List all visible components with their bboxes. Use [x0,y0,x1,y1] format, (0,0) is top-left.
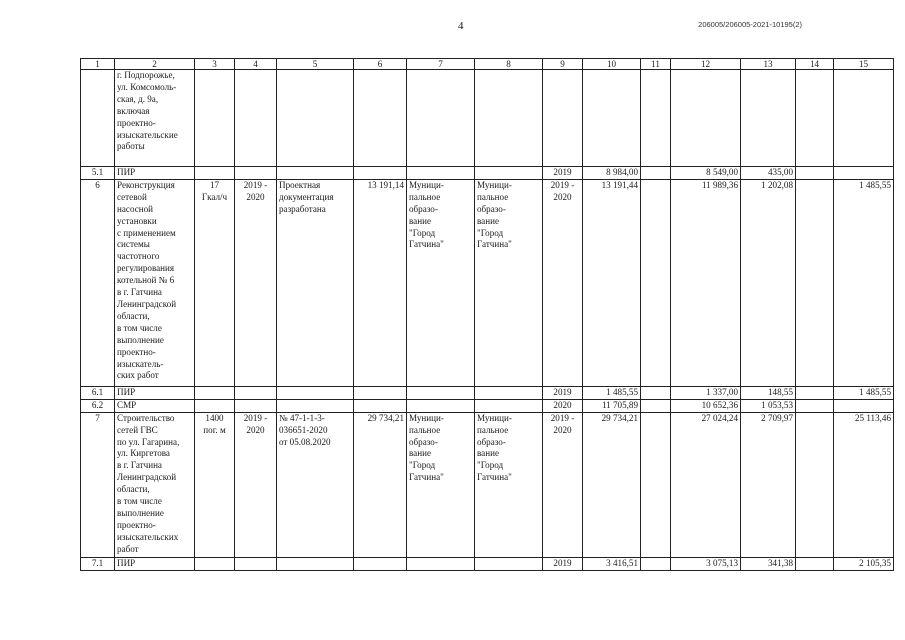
table-cell [641,557,671,570]
table-cell: 5.1 [81,167,115,180]
column-header: 7 [407,59,475,70]
table-cell: 341,38 [741,557,796,570]
table-cell [641,70,671,167]
table-cell: 1 337,00 [671,386,741,399]
table-cell: Муници- пальное образо- вание "Город Гатчина" [407,412,475,557]
column-header: 11 [641,59,671,70]
table-cell [354,167,407,180]
column-header: 5 [277,59,354,70]
table-cell [277,386,354,399]
table-cell: 3 416,51 [583,557,641,570]
table-cell: 13 191,14 [354,179,407,386]
column-header: 15 [834,59,894,70]
table-cell: Муници- пальное образо- вание "Город Гатчина" [407,179,475,386]
table-cell [796,557,834,570]
table-cell [195,70,235,167]
table-cell: СМР [115,399,195,412]
table-cell: 2019 - 2020 [543,179,583,386]
column-header: 12 [671,59,741,70]
table-cell: 2019 [543,167,583,180]
table-cell [235,167,277,180]
table-cell: 2 105,35 [834,557,894,570]
table-cell [834,399,894,412]
column-header: 4 [235,59,277,70]
table-cell [834,70,894,167]
table-cell [583,70,641,167]
table-row [81,399,894,412]
table-row [81,412,894,557]
table-cell: 25 113,46 [834,412,894,557]
table-cell: 29 734,21 [354,412,407,557]
table-cell [235,557,277,570]
table-cell [671,70,741,167]
table-cell [407,70,475,167]
table-cell [235,399,277,412]
table-cell: 7.1 [81,557,115,570]
table-row [81,179,894,386]
table-cell [475,399,543,412]
data-table [80,58,894,571]
table-cell: 148,55 [741,386,796,399]
column-header: 1 [81,59,115,70]
table-cell: 1 202,08 [741,179,796,386]
table-cell [354,557,407,570]
table-cell: 10 652,36 [671,399,741,412]
table-cell: 6.2 [81,399,115,412]
table-cell: Строительство сетей ГВС по ул. Гагарина, ул. Киргетова в г. Гатчина Ленинградской области, в том числе выполнение проектно- изыскательских работ [115,412,195,557]
table-cell: 2 709,97 [741,412,796,557]
table-cell [277,70,354,167]
table-cell [277,557,354,570]
table-cell [235,70,277,167]
table-cell: 11 989,36 [671,179,741,386]
table-cell: г. Подпорожье, ул. Комсомоль- ская, д. 9а, включая проектно- изыскательские работы [115,70,195,167]
table-cell: 13 191,44 [583,179,641,386]
column-header: 13 [741,59,796,70]
table-cell [641,412,671,557]
table-cell [475,167,543,180]
table-cell [407,167,475,180]
table-cell [641,167,671,180]
table-cell [354,399,407,412]
table-row [81,557,894,570]
table-cell: 435,00 [741,167,796,180]
document-id: 206005/206005-2021-10195(2) [698,20,802,29]
table-cell: 8 549,00 [671,167,741,180]
table-cell [796,399,834,412]
table-cell [407,557,475,570]
table-cell: 2020 [543,399,583,412]
table-cell [277,167,354,180]
table-cell: № 47-1-1-3- 036651-2020 от 05.08.2020 [277,412,354,557]
table-cell: 1 053,53 [741,399,796,412]
table-cell [641,399,671,412]
column-header: 6 [354,59,407,70]
table-cell: 1 485,55 [834,386,894,399]
table-cell [354,386,407,399]
table-cell: 2019 - 2020 [235,179,277,386]
table-cell: 2019 [543,386,583,399]
header-row [81,59,894,70]
table-cell [796,386,834,399]
table-cell [796,167,834,180]
table-cell: 2019 - 2020 [235,412,277,557]
table-cell: Муници- пальное образо- вание "Город Гатчина" [475,412,543,557]
table-cell: 17 Гкал/ч [195,179,235,386]
table-cell [195,167,235,180]
table-cell [407,386,475,399]
table-cell: 6 [81,179,115,386]
table-cell: 1400 пог. м [195,412,235,557]
table-cell [796,179,834,386]
table-cell: 8 984,00 [583,167,641,180]
table-cell [407,399,475,412]
page-number: 4 [458,20,464,32]
table-cell: ПИР [115,167,195,180]
table-cell [277,399,354,412]
table-cell: 1 485,55 [583,386,641,399]
table-cell: ПИР [115,557,195,570]
table-cell [475,70,543,167]
table-row [81,167,894,180]
table-cell [796,70,834,167]
column-header: 9 [543,59,583,70]
table-cell [475,557,543,570]
table-cell [195,399,235,412]
table-cell [354,70,407,167]
column-header: 10 [583,59,641,70]
table-cell: 11 705,89 [583,399,641,412]
table-cell: 2019 - 2020 [543,412,583,557]
table-cell [834,167,894,180]
table-cell: Проектная документация разработана [277,179,354,386]
table-row [81,386,894,399]
table-cell: ПИР [115,386,195,399]
table-cell [195,386,235,399]
table-cell [475,386,543,399]
table-cell [195,557,235,570]
table-cell [543,70,583,167]
table-cell [81,70,115,167]
table-row [81,70,894,167]
table-cell: 7 [81,412,115,557]
table-cell: 27 024,24 [671,412,741,557]
table-cell [796,412,834,557]
column-header: 8 [475,59,543,70]
table-cell [235,386,277,399]
column-header: 3 [195,59,235,70]
table-cell: Муници- пальное образо- вание "Город Гатчина" [475,179,543,386]
table-cell: 2019 [543,557,583,570]
table-cell [641,179,671,386]
table-cell: Реконструкция сетевой насосной установки с применением системы частотного регулирования котельной № 6 в г. Гатчина Ленинградской области, в том числе выполнение проектно- изыскатель- ских работ [115,179,195,386]
table-cell: 3 075,13 [671,557,741,570]
table-cell: 6.1 [81,386,115,399]
table-cell [641,386,671,399]
table-cell: 1 485,55 [834,179,894,386]
table-cell: 29 734,21 [583,412,641,557]
table-cell [741,70,796,167]
column-header: 2 [115,59,195,70]
column-header: 14 [796,59,834,70]
